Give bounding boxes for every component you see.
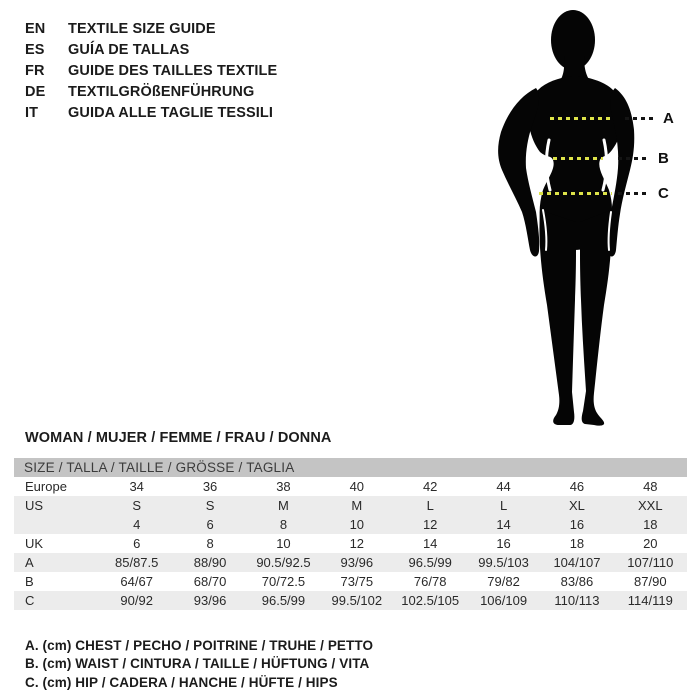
guide-title: TEXTILGRÖßENFÜHRUNG (68, 83, 255, 100)
guide-title: GUIDE DES TAILLES TEXTILE (68, 62, 278, 79)
guide-title: TEXTILE SIZE GUIDE (68, 20, 216, 37)
language-row-en (25, 18, 277, 39)
size-cell: 40 (349, 479, 365, 494)
measurement-legend (25, 636, 373, 692)
chest-dash-off-body (625, 117, 653, 120)
size-cell: 16 (540, 515, 613, 534)
marker-label-c: C (658, 184, 669, 202)
silhouette-left-leg (539, 210, 576, 425)
size-cell: 83/86 (560, 574, 594, 589)
chest-dash-on-body (550, 117, 612, 120)
hip-dash-on-body (539, 192, 612, 195)
size-cell: 76/78 (413, 574, 447, 589)
table-row-europe (14, 477, 687, 496)
table-row-us-numbers (14, 515, 687, 534)
size-cell: 44 (496, 479, 511, 494)
size-cell: 106/109 (467, 591, 540, 610)
size-cell: 104/107 (540, 553, 613, 572)
measure-line-chest (470, 110, 700, 126)
size-cell: 34 (129, 479, 144, 494)
size-cell: 79/82 (487, 574, 520, 589)
size-cell: 87/90 (634, 574, 667, 589)
size-cell: 96.5/99 (394, 553, 467, 572)
legend-line-waist: B. (cm) WAIST / CINTURA / TAILLE / HÜFTUNG / VITA (25, 656, 370, 672)
language-row-fr (25, 60, 277, 81)
row-label: US (14, 496, 100, 515)
marker-label-a: A (663, 109, 674, 127)
language-code: IT (25, 104, 39, 121)
size-cell: 90.5/92.5 (247, 553, 320, 572)
size-cell: 16 (496, 536, 511, 551)
table-row-uk (14, 534, 687, 553)
row-label: UK (25, 536, 44, 551)
row-label: A (14, 553, 100, 572)
waist-dash-off-body (618, 157, 648, 160)
size-cell: 88/90 (173, 553, 246, 572)
language-code: DE (25, 83, 46, 100)
size-cell: 68/70 (193, 574, 227, 589)
table-row-waist (14, 572, 687, 591)
size-cell: 18 (614, 515, 687, 534)
size-cell: 10 (320, 515, 393, 534)
size-cell: 93/96 (320, 553, 393, 572)
size-cell: L (394, 496, 467, 515)
size-cell: 64/67 (120, 574, 153, 589)
size-cell: 20 (643, 536, 658, 551)
measure-line-waist (470, 150, 700, 166)
size-cell: M (320, 496, 393, 515)
size-cell: 85/87.5 (100, 553, 173, 572)
size-cell: 102.5/105 (394, 591, 467, 610)
language-row-es (25, 39, 277, 60)
size-cell: 107/110 (614, 553, 687, 572)
size-cell: 8 (206, 536, 214, 551)
legend-line-hip: C. (cm) HIP / CADERA / HANCHE / HÜFTE / HIPS (25, 674, 338, 690)
silhouette-right-leg (580, 210, 612, 426)
marker-label-b: B (658, 149, 669, 167)
table-row-hip (14, 591, 687, 610)
size-cell: 12 (349, 536, 365, 551)
row-label: B (25, 574, 34, 589)
size-cell: 42 (422, 479, 438, 494)
language-title-list (25, 18, 277, 123)
size-cell: 46 (569, 479, 585, 494)
size-cell: XL (540, 496, 613, 515)
size-cell: 114/119 (614, 591, 687, 610)
size-cell: 99.5/103 (467, 553, 540, 572)
size-table (14, 458, 687, 610)
size-cell: XXL (614, 496, 687, 515)
guide-title: GUÍA DE TALLAS (68, 41, 190, 58)
size-cell: 10 (276, 536, 291, 551)
language-row-it (25, 102, 277, 123)
size-cell: 96.5/99 (247, 591, 320, 610)
size-cell: L (467, 496, 540, 515)
size-cell: S (100, 496, 173, 515)
size-cell: 99.5/102 (320, 591, 393, 610)
legend-line-chest: A. (cm) CHEST / PECHO / POITRINE / TRUHE / PETTO (25, 637, 374, 653)
size-cell: 73/75 (340, 574, 374, 589)
row-label: C (14, 591, 100, 610)
measure-line-hip (470, 185, 700, 201)
section-title-woman: WOMAN / MUJER / FEMME / FRAU / DONNA (25, 430, 332, 446)
size-cell: 38 (276, 479, 291, 494)
size-cell: 8 (247, 515, 320, 534)
size-cell: 14 (422, 536, 438, 551)
language-row-de (25, 81, 277, 102)
size-cell: 18 (569, 536, 585, 551)
guide-title: GUIDA ALLE TAGLIE TESSILI (68, 104, 273, 121)
waist-dash-on-body (553, 157, 603, 160)
size-cell: 6 (173, 515, 246, 534)
language-code: FR (25, 62, 45, 79)
size-cell: 93/96 (173, 591, 246, 610)
row-label (14, 515, 100, 534)
size-cell: 110/113 (540, 591, 613, 610)
woman-silhouette (470, 0, 683, 440)
table-header-label: SIZE / TALLA / TAILLE / GRÖSSE / TAGLIA (14, 458, 687, 477)
size-cell: 14 (467, 515, 540, 534)
size-cell: S (173, 496, 246, 515)
size-cell: M (247, 496, 320, 515)
hip-dash-off-body (618, 192, 648, 195)
language-code: ES (25, 41, 45, 58)
table-row-us-letters (14, 496, 687, 515)
size-cell: 36 (202, 479, 218, 494)
table-header-row (14, 458, 687, 477)
size-cell: 6 (133, 536, 141, 551)
row-label: Europe (25, 479, 67, 494)
size-cell: 4 (100, 515, 173, 534)
woman-silhouette-figure (470, 0, 700, 440)
size-cell: 90/92 (100, 591, 173, 610)
size-cell: 12 (394, 515, 467, 534)
size-cell: 70/72.5 (261, 574, 306, 589)
table-row-chest (14, 553, 687, 572)
size-cell: 48 (643, 479, 658, 494)
language-code: EN (25, 20, 46, 37)
